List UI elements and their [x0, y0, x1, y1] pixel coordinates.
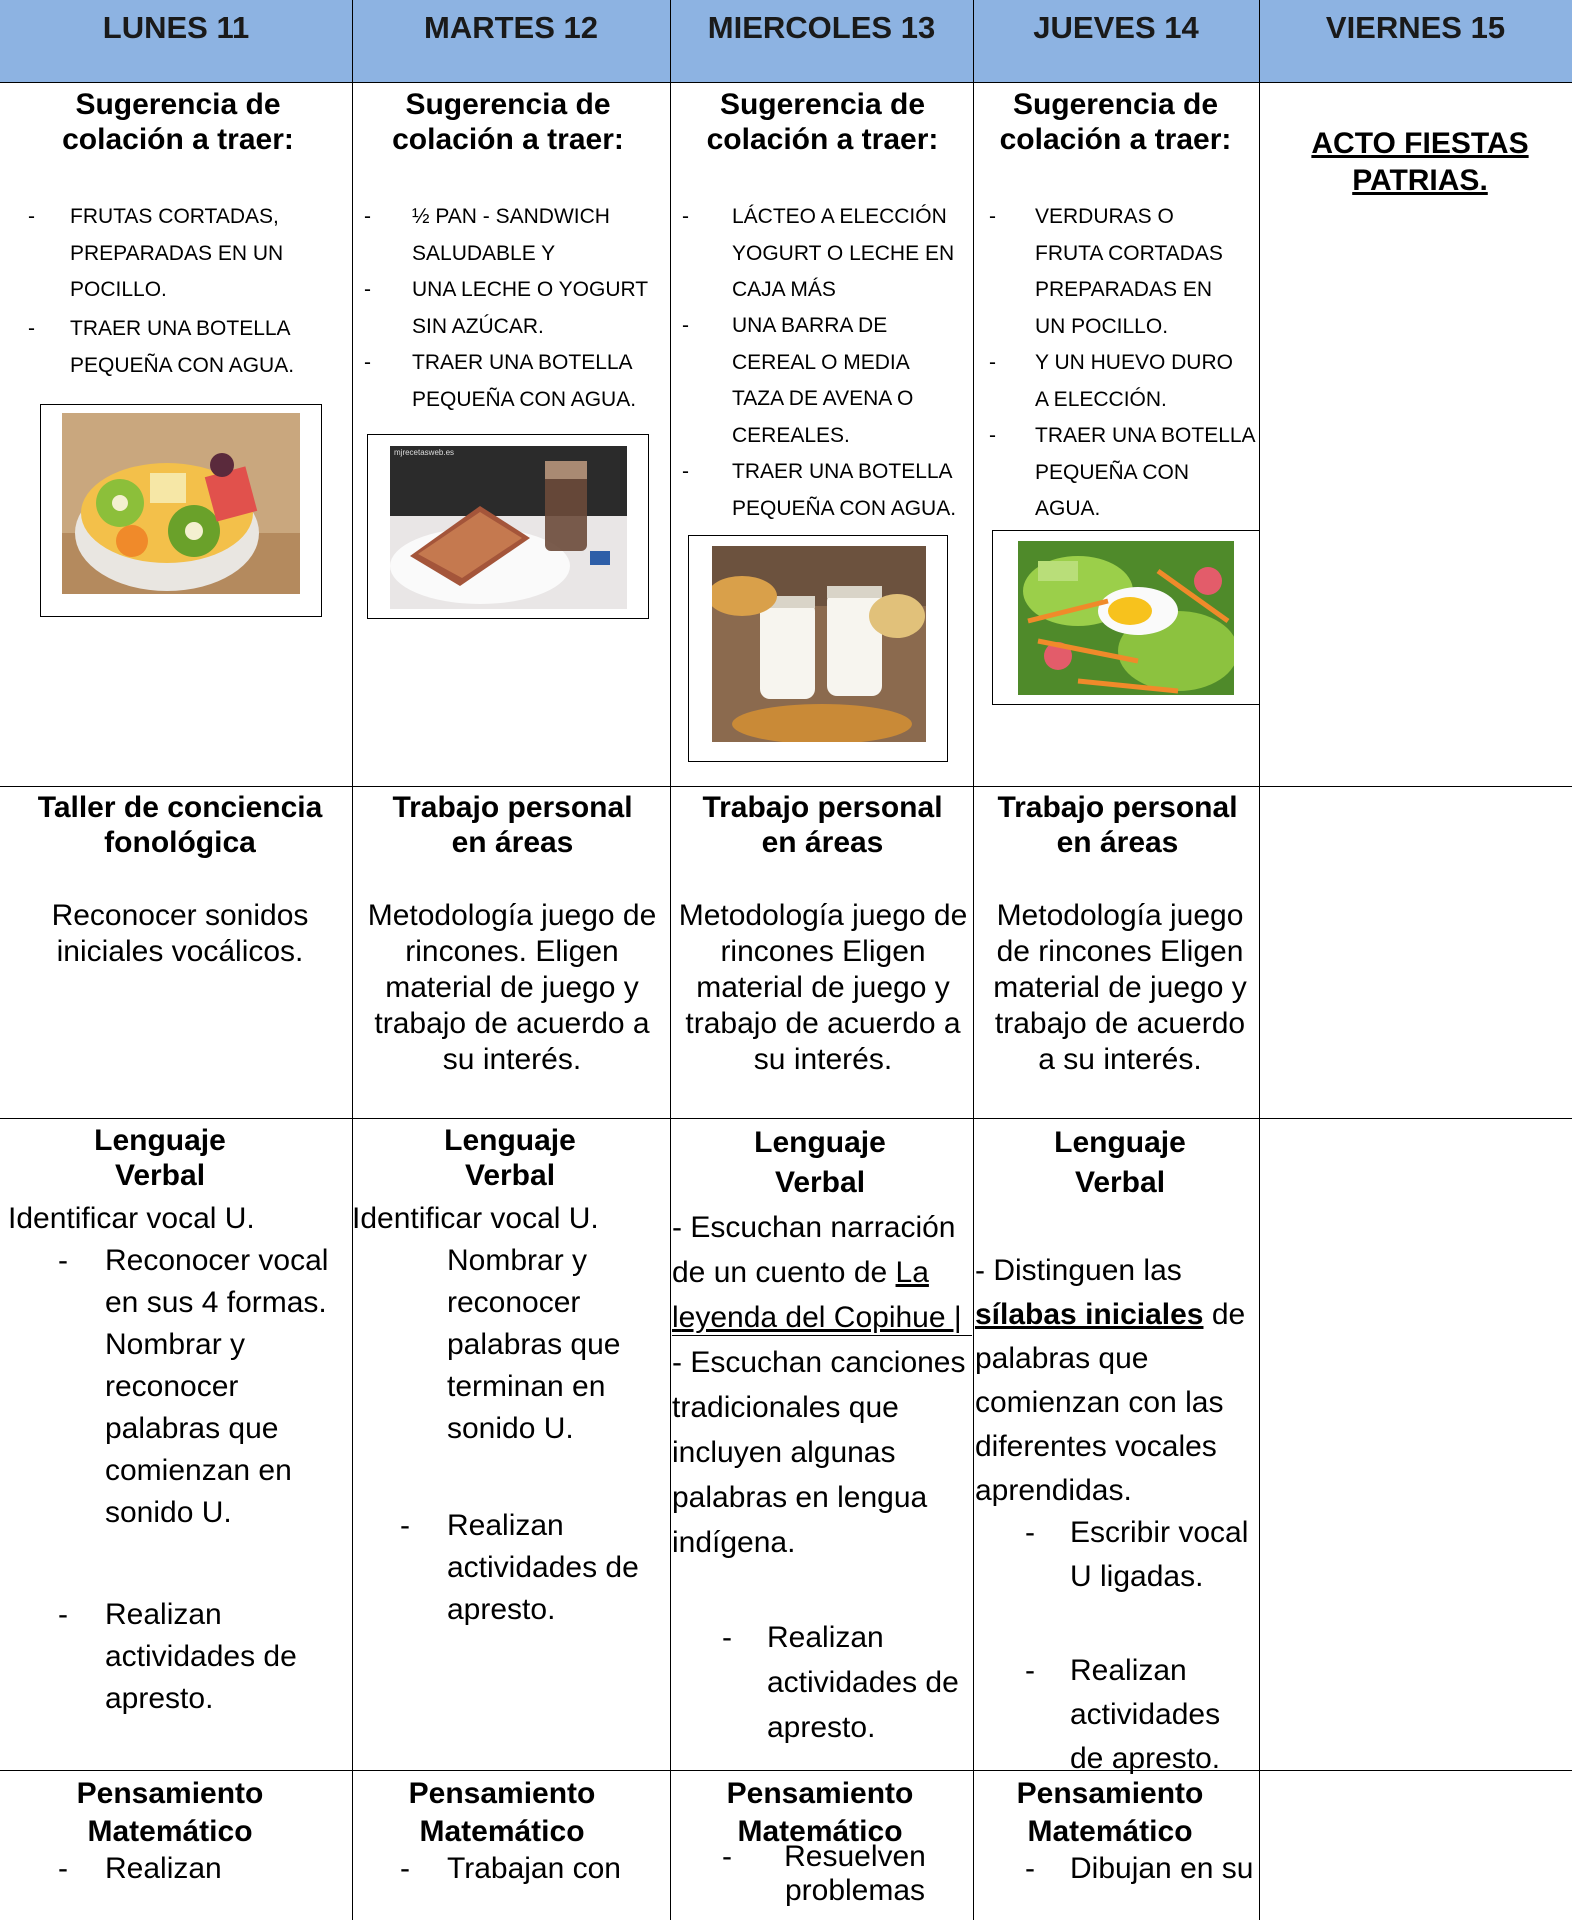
colacion-list-lunes: [0, 199, 352, 377]
matematico-title-miercoles: Pensamiento Matemático: [726, 1777, 914, 1848]
bullet: -: [722, 1621, 732, 1654]
list-item: Realizan actividades de apresto.: [105, 1598, 297, 1715]
yogurt-cereal-photo: [688, 535, 948, 762]
narracion-text: - Escuchan narración de un cuento de: [672, 1211, 956, 1289]
area-desc-miercoles: Metodología juego de rincones Eligen material de juego y trabajo de acuerdo a su interés.: [678, 899, 968, 1076]
list-item: UNA BARRA DE CEREAL O MEDIA TAZA DE AVENA O CEREALES.: [732, 314, 914, 447]
lenguaje-body-martes: [352, 1198, 670, 1758]
distinguen-rest: de palabras que comienzan con las diferentes vocales aprendidas.: [975, 1298, 1246, 1507]
fruit-cup-photo: [40, 404, 322, 617]
lenguaje-text: [975, 1249, 1257, 1513]
grid-line: [0, 786, 1572, 787]
list-item: Trabajan con: [447, 1852, 621, 1885]
colacion-title-miercoles: Sugerencia de colación a traer:: [706, 88, 939, 156]
area-desc-martes: Metodología juego de rincones. Eligen material de juego y trabajo de acuerdo a su interés.: [367, 899, 657, 1076]
cuento-link[interactable]: La leyenda del Copihue |: [672, 1256, 962, 1334]
matematico-title-lunes: Pensamiento Matemático: [76, 1777, 264, 1848]
list-item: ½ PAN - SANDWICH SALUDABLE Y: [412, 205, 610, 265]
day-header-miercoles: MIERCOLES 13: [707, 10, 936, 45]
bullet: -: [364, 278, 371, 301]
colacion-title-martes: Sugerencia de colación a traer:: [392, 88, 624, 156]
taller-desc: Reconocer sonidos iniciales vocálicos.: [51, 899, 309, 968]
lenguaje-body-lunes: [8, 1198, 348, 1758]
egg-salad-photo: [992, 530, 1260, 705]
bullet: -: [989, 351, 996, 374]
bullet: -: [682, 314, 689, 337]
bullet: -: [364, 351, 371, 374]
bullet: -: [989, 205, 996, 228]
list-item: UNA LECHE O YOGURT SIN AZÚCAR.: [412, 278, 648, 338]
bullet: -: [1025, 1654, 1035, 1687]
lenguaje-body-miercoles: [672, 1205, 972, 1765]
day-header-martes: MARTES 12: [424, 10, 598, 45]
viernes-event: [1290, 125, 1550, 199]
bullet: -: [400, 1509, 410, 1542]
day-header-viernes: VIERNES 15: [1325, 10, 1506, 45]
colacion-list-miercoles: [670, 199, 973, 529]
lenguaje-title-miercoles: Lenguaje Verbal: [754, 1126, 886, 1199]
list-item: FRUTAS CORTADAS, PREPARADAS EN UN POCILLO.: [70, 205, 284, 301]
header-cell-viernes: [1259, 0, 1572, 82]
lenguaje-intro: Identificar vocal U.: [352, 1202, 599, 1235]
bullet: -: [989, 424, 996, 447]
list-item: TRAER UNA BOTELLA PEQUEÑA CON AGUA.: [70, 317, 295, 377]
divider: [672, 1335, 972, 1336]
matematico-title-martes: Pensamiento Matemático: [408, 1777, 596, 1848]
area-title-miercoles: Trabajo personal en áreas: [702, 791, 943, 859]
distinguen-text: - Distinguen las: [975, 1254, 1182, 1287]
area-desc-jueves: Metodología juego de rincones Eligen material de juego y trabajo de acuerdo a su interés.: [993, 899, 1247, 1076]
list-item: TRAER UNA BOTELLA PEQUEÑA CON AGUA.: [412, 351, 637, 411]
area-title-jueves: Trabajo personal en áreas: [997, 791, 1238, 859]
list-item: Realizan actividades de apresto.: [1070, 1654, 1221, 1775]
header-cell-miercoles: [670, 0, 973, 82]
bullet: -: [1025, 1516, 1035, 1549]
list-item: Nombrar y reconocer palabras que comienzan en sonido U.: [105, 1328, 292, 1529]
bullet: -: [1025, 1852, 1035, 1885]
list-item: Dibujan en su: [1070, 1852, 1254, 1885]
matematico-title-jueves: Pensamiento Matemático: [1016, 1777, 1204, 1848]
taller-title: Taller de conciencia fonológica: [37, 791, 323, 859]
event-title: ACTO FIESTAS PATRIAS.: [1311, 127, 1529, 197]
grid-line: [0, 1770, 1572, 1771]
lenguaje-body-jueves: [975, 1249, 1257, 1775]
header-cell-jueves: [973, 0, 1259, 82]
lenguaje-intro: Identificar vocal U.: [8, 1202, 255, 1235]
list-item: VERDURAS O FRUTA CORTADAS PREPARADAS EN UN POCILLO.: [1035, 205, 1223, 338]
list-item: Nombrar y reconocer palabras que terminan en sonido U.: [447, 1244, 621, 1445]
photo-watermark: mjrecetasweb.es: [394, 448, 455, 457]
bullet: -: [58, 1852, 68, 1885]
list-item: LÁCTEO A ELECCIÓN YOGURT O LECHE EN CAJA MÁS: [732, 205, 955, 301]
bullet: -: [28, 317, 35, 340]
lenguaje-title-jueves: Lenguaje Verbal: [1054, 1126, 1186, 1199]
lenguaje-title-martes: Lenguaje Verbal: [444, 1124, 576, 1192]
colacion-list-martes: [352, 199, 670, 411]
bullet: -: [682, 460, 689, 483]
bullet: -: [400, 1852, 410, 1885]
grid-line: [1259, 0, 1260, 1920]
bullet: -: [722, 1840, 732, 1873]
list-item: Y UN HUEVO DURO A ELECCIÓN.: [1035, 351, 1233, 411]
bullet: -: [58, 1244, 68, 1277]
header-cell-martes: [352, 0, 670, 82]
grid-line: [0, 1118, 1572, 1119]
colacion-list-jueves: [973, 199, 1259, 529]
list-item: Resuelven problemas: [784, 1840, 926, 1907]
day-header-jueves: JUEVES 14: [1033, 10, 1199, 45]
lenguaje-text: [672, 1205, 972, 1340]
grid-line: [0, 82, 1572, 83]
colacion-title-jueves: Sugerencia de colación a traer:: [999, 88, 1232, 156]
list-item: Escribir vocal U ligadas.: [1070, 1516, 1249, 1593]
header-cell-lunes: [0, 0, 352, 82]
area-title-martes: Trabajo personal en áreas: [392, 791, 633, 859]
bullet: -: [364, 205, 371, 228]
bullet: -: [58, 1598, 68, 1631]
day-header-lunes: LUNES 11: [102, 10, 250, 45]
lenguaje-text: - Escuchan canciones tradicionales que incluyen algunas palabras en lengua indígena.: [672, 1346, 966, 1559]
colacion-title-lunes: Sugerencia de colación a traer:: [62, 88, 294, 156]
list-item: TRAER UNA BOTELLA PEQUEÑA CON AGUA.: [732, 460, 957, 520]
list-item: Realizan actividades de apresto.: [447, 1509, 639, 1626]
bullet: -: [28, 205, 35, 228]
lenguaje-title-lunes: Lenguaje Verbal: [94, 1124, 226, 1192]
toast-and-milk-photo: [367, 434, 649, 619]
silabas-emphasis: sílabas iniciales: [975, 1298, 1204, 1331]
bullet: -: [682, 205, 689, 228]
list-item: Realizan: [105, 1852, 222, 1885]
list-item: Reconocer vocal en sus 4 formas.: [105, 1244, 329, 1319]
list-item: Realizan actividades de apresto.: [767, 1621, 959, 1744]
list-item: TRAER UNA BOTELLA PEQUEÑA CON AGUA.: [1035, 424, 1255, 520]
